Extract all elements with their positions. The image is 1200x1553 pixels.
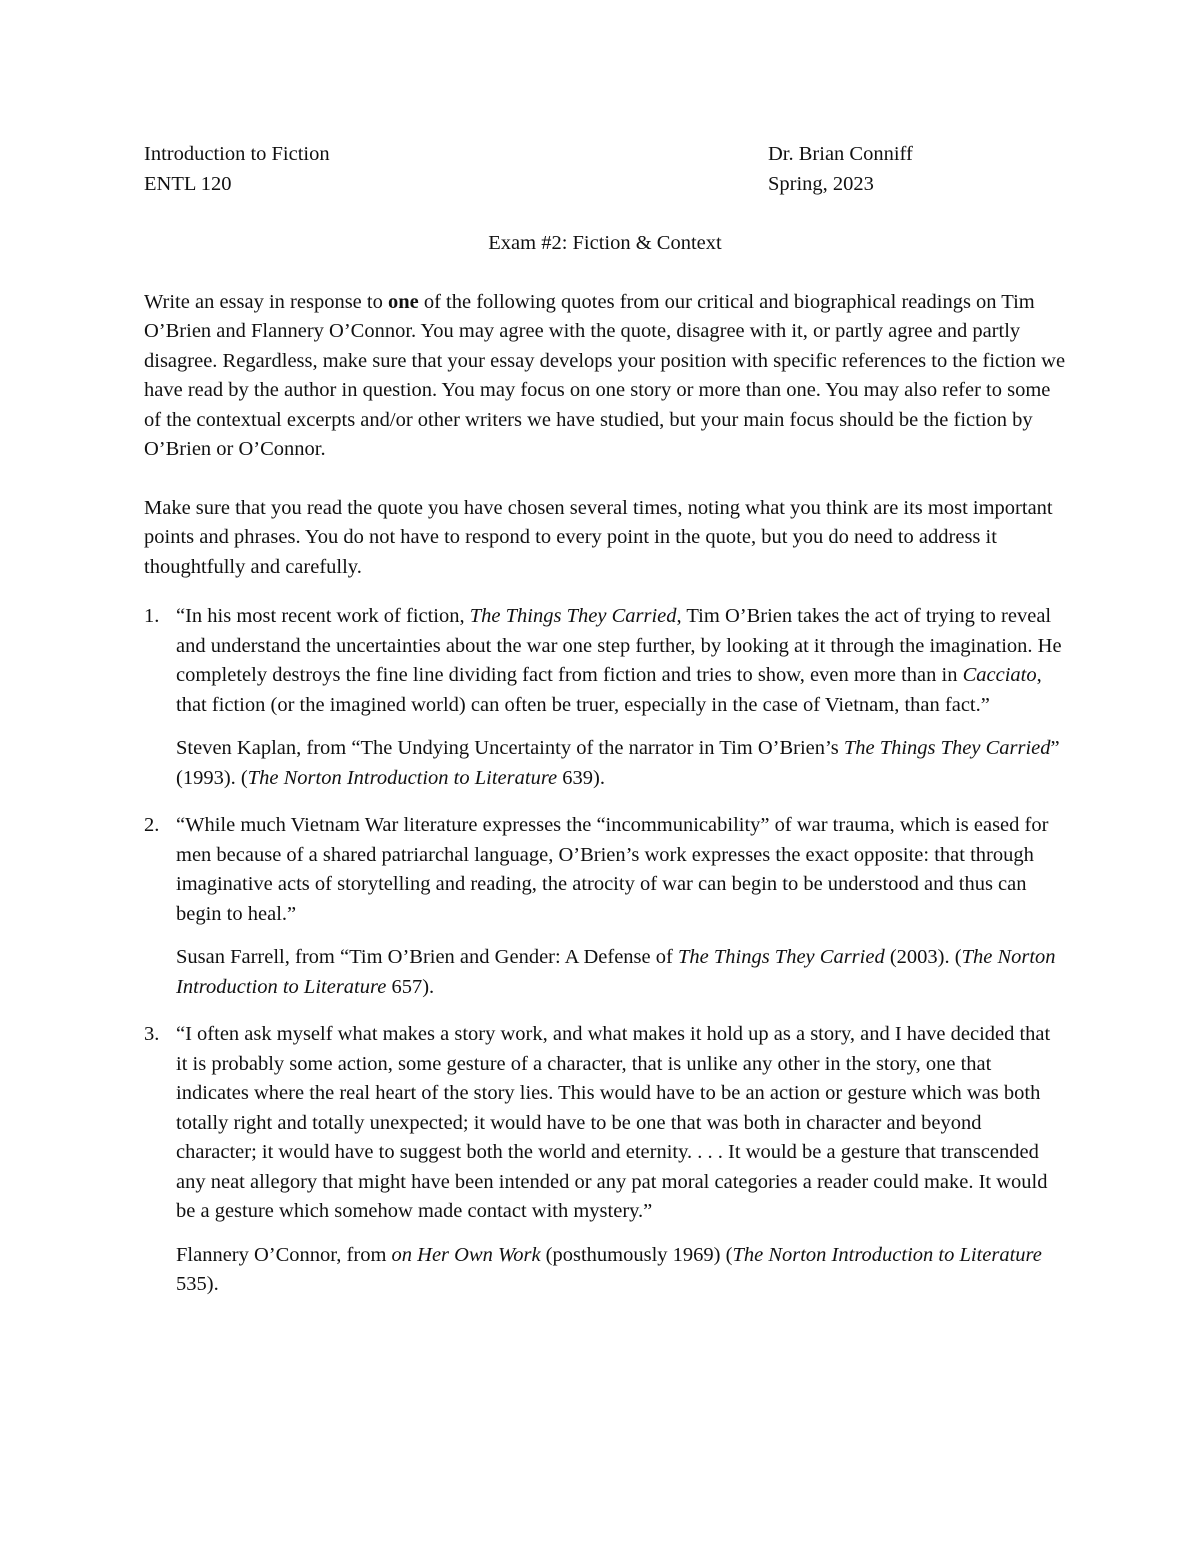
citation-text-part: (2003). ( bbox=[884, 946, 962, 968]
quote-text bbox=[176, 602, 1066, 720]
quote-item-1 bbox=[144, 602, 1066, 793]
document-header bbox=[144, 140, 1066, 199]
citation-italic-title: The Things They Carried bbox=[843, 737, 1051, 759]
course-info bbox=[144, 140, 330, 199]
instructions-text-b: of the following quotes from our critical and biographical readings on Tim O’Brien and Flannery O’Connor. You may agree with the quote, disagree with it, or partly agree and partly disagree. Regardless, make sure that your essay develops your position with specific references to the fiction we have read by the author in question. You may focus on one story or more than one. You may also refer to some of the contextual excerpts and/or other writers we have studied, but your main focus should be the fiction by O’Brien or O’Connor. bbox=[144, 290, 1066, 460]
quote-number: 2. bbox=[144, 814, 160, 836]
quote-citation bbox=[176, 943, 1066, 1002]
citation-text-part: 657). bbox=[386, 975, 435, 998]
citation-italic-title: on Her Own Work bbox=[391, 1243, 541, 1266]
citation-text-part: 639). bbox=[557, 766, 605, 789]
quote-item-3 bbox=[144, 1020, 1066, 1300]
citation-italic-source: The Norton Introduction to Literature bbox=[247, 766, 558, 789]
quote-italic-title: Cacciato bbox=[962, 664, 1037, 686]
instructions-emphasis: one bbox=[387, 290, 419, 313]
quote-italic-title: The Things They Carried bbox=[469, 605, 677, 627]
quote-number: 3. bbox=[144, 1023, 160, 1045]
quote-text-part: “In his most recent work of fiction, bbox=[176, 605, 470, 627]
quote-text-part: , Tim O’Brien takes the act of trying to reveal and understand the uncertainties about the war one step further, by looking at it through the imagination. He completely destroys the fine line dividing fact from fiction and tries to show, even more than in bbox=[176, 605, 1062, 686]
quote-item-2 bbox=[144, 811, 1066, 1002]
exam-page bbox=[144, 140, 1066, 1318]
citation-italic-source: The Norton Introduction to Literature bbox=[176, 946, 1056, 998]
quote-list bbox=[144, 602, 1066, 1300]
instructions-paragraph-2: Make sure that you read the quote you have chosen several times, noting what you think are its most important points and phrases. You do not have to respond to every point in the quote, but you do need to address it thoughtfully and carefully. bbox=[144, 496, 1053, 578]
quote-body bbox=[176, 602, 1066, 793]
citation-italic-title: The Things They Carried bbox=[677, 946, 885, 968]
quote-text-part: , that fiction (or the imagined world) can often be truer, especially in the case of Vietnam, than fact.” bbox=[176, 664, 1042, 716]
quote-text: “I often ask myself what makes a story work, and what makes it hold up as a story, and I have decided that it is probably some action, some gesture of a character, that is unlike any other in the story, one that indicates where the real heart of the story lies. This would have to be an action or gesture which was both totally right and totally unexpected; it would have to be one that was both in character and beyond character; it would have to suggest both the world and eternity. . . . It would be a gesture that transcended any neat allegory that might have been intended or any pat moral categories a reader could make. It would be a gesture which somehow made contact with mystery.” bbox=[176, 1023, 1051, 1222]
quote-citation bbox=[176, 1241, 1066, 1300]
quote-text: “While much Vietnam War literature expresses the “incommunicability” of war trauma, which is eased for men because of a shared patriarchal language, O’Brien’s work expresses the exact opposite: that through imaginative acts of storytelling and reading, the atrocity of war can begin to be understood and thus can begin to heal.” bbox=[176, 814, 1049, 925]
quote-body bbox=[176, 811, 1066, 1002]
term: Spring, 2023 bbox=[768, 172, 874, 195]
course-code: ENTL 120 bbox=[144, 172, 232, 195]
exam-title: Exam #2: Fiction & Context bbox=[488, 232, 722, 254]
instructions-text-a: Write an essay in response to bbox=[144, 290, 388, 313]
instructor-name: Dr. Brian Conniff bbox=[768, 143, 913, 165]
instructions-paragraph-1 bbox=[144, 288, 1066, 465]
instructor-info bbox=[768, 140, 1066, 199]
quote-body bbox=[176, 1020, 1066, 1300]
citation-italic-source: The Norton Introduction to Literature bbox=[732, 1243, 1042, 1266]
citation-text-part: Flannery O’Connor, from bbox=[176, 1243, 392, 1266]
citation-text-part: Steven Kaplan, from “The Undying Uncertainty of the narrator in Tim O’Brien’s bbox=[176, 737, 844, 759]
citation-text-part: ” (1993). ( bbox=[176, 737, 1060, 789]
course-title: Introduction to Fiction bbox=[144, 143, 330, 165]
citation-text-part: (posthumously 1969) ( bbox=[540, 1243, 733, 1266]
quote-citation bbox=[176, 734, 1066, 793]
citation-text-part: 535). bbox=[176, 1273, 219, 1295]
citation-text-part: Susan Farrell, from “Tim O’Brien and Gender: A Defense of bbox=[176, 946, 678, 968]
quote-number: 1. bbox=[144, 605, 160, 627]
